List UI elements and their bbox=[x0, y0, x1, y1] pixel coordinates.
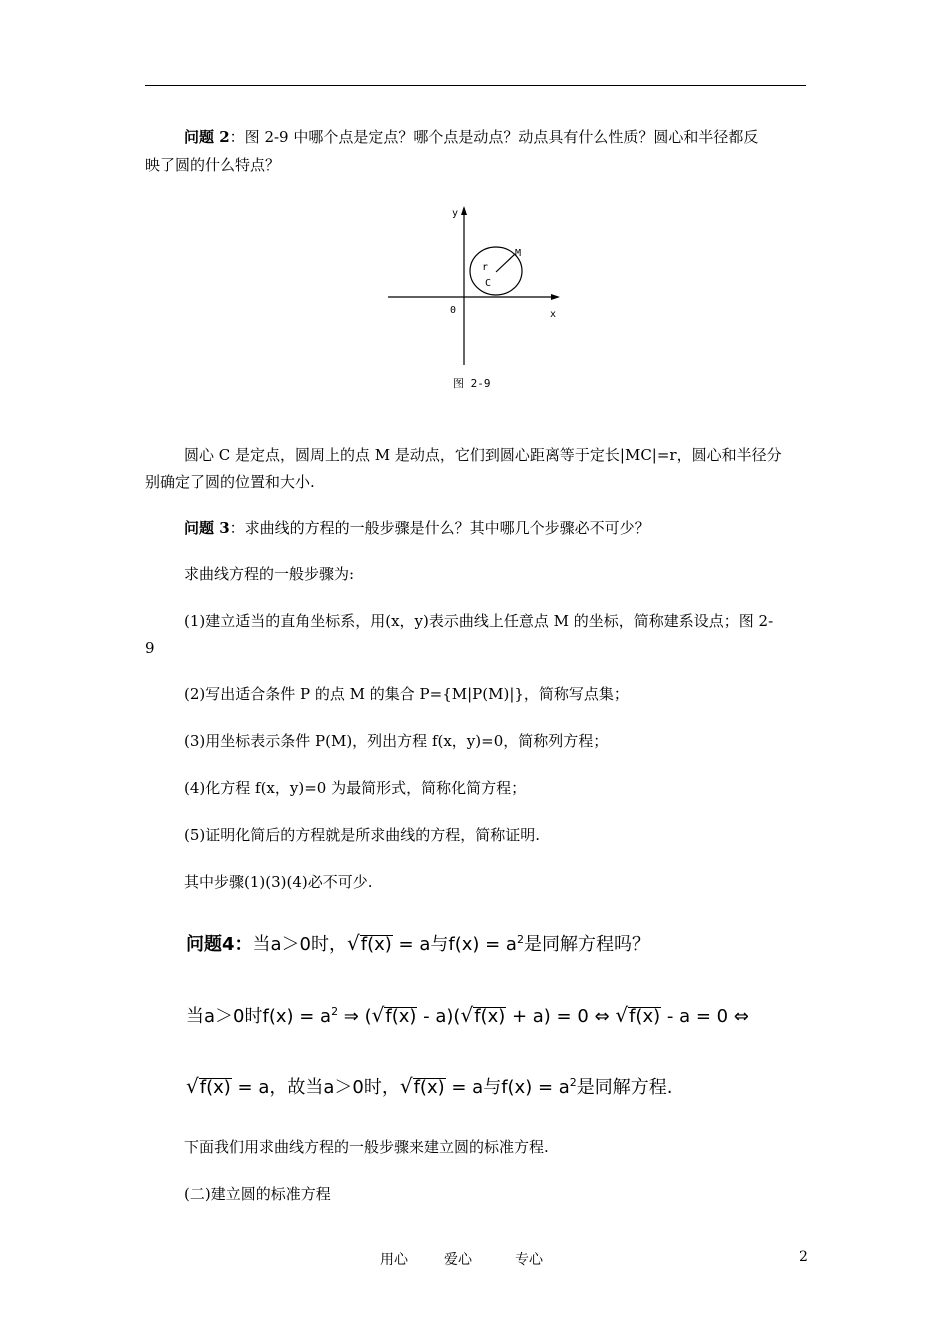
math-derivation-line-2 bbox=[186, 1073, 673, 1099]
figure-caption: 图 2-9 bbox=[453, 377, 491, 390]
radius-line bbox=[496, 254, 515, 272]
sqrt-symbol: √ bbox=[186, 1074, 199, 1098]
sqrt-symbol: √ bbox=[615, 1003, 629, 1027]
radius-label: r bbox=[482, 262, 489, 273]
point-m-label: M bbox=[515, 248, 522, 259]
step-2: (2)写出适合条件 P 的点 M 的集合 P={M|P(M)|}，简称写点集； bbox=[184, 685, 629, 703]
step-3: (3)用坐标表示条件 P(M)，列出方程 f(x，y)=0，简称列方程； bbox=[184, 732, 609, 750]
figure-2-9 bbox=[380, 200, 580, 400]
sqrt-symbol: √ bbox=[399, 1074, 413, 1098]
essential-steps: 其中步骤(1)(3)(4)必不可少. bbox=[184, 873, 373, 891]
math2-text-2: = a与f(x) = a bbox=[445, 1077, 570, 1098]
footer-word-2: 爱心 bbox=[444, 1252, 472, 1268]
sqrt-symbol: √ bbox=[347, 931, 360, 955]
question-2-text: ：图 2-9 中哪个点是定点？哪个点是动点？动点具有什么性质？圆心和半径都反 bbox=[229, 128, 759, 146]
y-axis-arrow bbox=[461, 206, 467, 215]
question-4-label: 问题4： bbox=[186, 934, 253, 955]
origin-label: 0 bbox=[450, 305, 457, 316]
y-label: y bbox=[452, 208, 459, 219]
question-2-line-1 bbox=[184, 126, 758, 148]
question-4-text-2: = a与f(x) = a bbox=[392, 934, 517, 955]
section-heading: (二)建立圆的标准方程 bbox=[184, 1185, 331, 1203]
question-3 bbox=[184, 517, 650, 539]
math1-text-5: - a = 0 ⇔ bbox=[661, 1006, 749, 1027]
math1-text-1: 当a＞0时f(x) = a bbox=[186, 1006, 332, 1027]
footer-word-3: 专心 bbox=[515, 1252, 543, 1268]
sqrt-fx: f(x) bbox=[199, 1077, 231, 1098]
superscript-2: 2 bbox=[516, 933, 524, 946]
sqrt-fx: f(x) bbox=[413, 1077, 445, 1098]
sqrt-fx: f(x) bbox=[474, 1006, 506, 1027]
question-2-label: 问题 2 bbox=[184, 128, 230, 146]
superscript-2: 2 bbox=[569, 1076, 577, 1089]
answer-2-line-2: 别确定了圆的位置和大小. bbox=[145, 473, 315, 491]
sqrt-fx: f(x) bbox=[629, 1006, 661, 1027]
question-4 bbox=[186, 930, 650, 956]
math1-text-4: + a) = 0 ⇔ bbox=[506, 1006, 616, 1027]
step-1-line-2: 9 bbox=[145, 639, 155, 657]
footer-word-1: 用心 bbox=[380, 1252, 408, 1268]
answer-2-line-1: 圆心 C 是定点，圆周上的点 M 是动点，它们到圆心距离等于定长|MC|=r，圆心和半径分 bbox=[184, 446, 782, 464]
question-3-label: 问题 3 bbox=[184, 519, 230, 537]
step-1-line-1: (1)建立适当的直角坐标系，用(x，y)表示曲线上任意点 M 的坐标，简称建系设点；图 2- bbox=[184, 612, 774, 630]
x-label: x bbox=[550, 309, 557, 320]
math-derivation-line-1 bbox=[186, 1002, 749, 1028]
question-3-text: ：求曲线的方程的一般步骤是什么？其中哪几个步骤必不可少？ bbox=[229, 519, 650, 537]
step-5: (5)证明化简后的方程就是所求曲线的方程，简称证明. bbox=[184, 826, 541, 844]
superscript-2: 2 bbox=[331, 1005, 339, 1018]
step-4: (4)化方程 f(x，y)=0 为最简形式，简称化简方程； bbox=[184, 779, 527, 797]
math1-text-2: ⇒ ( bbox=[338, 1006, 372, 1027]
sqrt-fx: f(x) bbox=[385, 1006, 417, 1027]
transition-text: 下面我们用求曲线方程的一般步骤来建立圆的标准方程. bbox=[184, 1138, 549, 1156]
page-number: 2 bbox=[799, 1249, 808, 1265]
header-rule bbox=[145, 85, 806, 86]
steps-intro: 求曲线方程的一般步骤为: bbox=[184, 565, 355, 583]
sqrt-fx: f(x) bbox=[360, 934, 392, 955]
point-c-label: C bbox=[485, 278, 492, 289]
math2-text-1: = a，故当a＞0时， bbox=[231, 1077, 400, 1098]
x-axis-arrow bbox=[551, 294, 560, 300]
question-2-line-2: 映了圆的什么特点？ bbox=[145, 156, 281, 174]
question-4-text-1: 当a＞0时， bbox=[252, 934, 348, 955]
math1-text-3: - a)( bbox=[417, 1006, 461, 1027]
question-4-text-3: 是同解方程吗？ bbox=[523, 934, 650, 955]
sqrt-symbol: √ bbox=[460, 1003, 474, 1027]
sqrt-symbol: √ bbox=[371, 1003, 385, 1027]
math2-text-3: 是同解方程. bbox=[576, 1077, 673, 1098]
